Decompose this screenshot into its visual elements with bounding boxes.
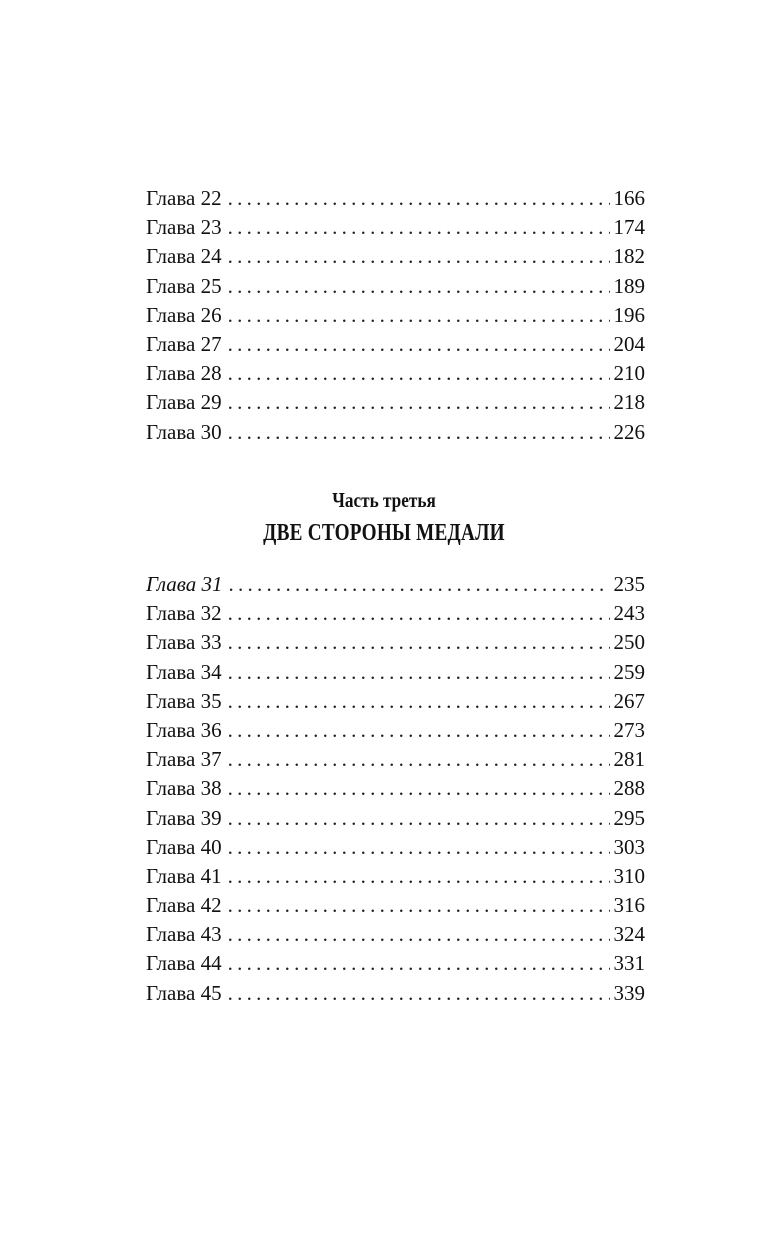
toc-leader-dots xyxy=(228,599,610,628)
toc-entry-page-number: 281 xyxy=(613,747,645,772)
toc-entry-title: Глава 31 xyxy=(146,572,223,596)
toc-entry-title: Глава 23 xyxy=(146,215,222,240)
toc-entry[interactable] xyxy=(146,774,645,803)
toc-entry[interactable] xyxy=(146,687,645,716)
toc-entry-title: Глава 30 xyxy=(146,419,222,444)
toc-entry-page-number: 324 xyxy=(613,922,645,947)
toc-leader-dots xyxy=(228,658,610,687)
toc-entry-title: Глава 42 xyxy=(146,893,222,918)
toc-entry[interactable] xyxy=(146,862,645,891)
toc-entry-page-number: 235 xyxy=(613,572,645,596)
toc-leader-dots xyxy=(228,687,610,716)
toc-entry-title: Глава 41 xyxy=(146,863,222,888)
toc-entry-page-number: 331 xyxy=(613,951,645,976)
toc-leader-dots xyxy=(228,804,610,833)
toc-entry[interactable] xyxy=(146,833,645,862)
toc-leader-dots xyxy=(228,272,610,301)
toc-entry-page-number: 182 xyxy=(613,244,645,269)
toc-entry-title: Глава 33 xyxy=(146,630,222,655)
toc-leader-dots xyxy=(228,628,610,657)
toc-leader-dots xyxy=(228,716,610,745)
toc-entry-page-number: 196 xyxy=(613,302,645,327)
toc-entry-page-number: 259 xyxy=(613,659,645,684)
toc-entry-page-number: 250 xyxy=(613,630,645,655)
toc-entry-title: Глава 35 xyxy=(146,688,222,713)
toc-entry-page-number: 288 xyxy=(613,776,645,801)
toc-entry-page-number: 339 xyxy=(613,980,645,1005)
toc-entry-page-number: 204 xyxy=(613,331,645,356)
toc-leader-dots xyxy=(228,833,610,862)
toc-entry-page-number: 166 xyxy=(613,186,645,210)
toc-entry[interactable] xyxy=(146,213,645,242)
toc-leader-dots xyxy=(228,388,610,417)
toc-entry-title: Глава 45 xyxy=(146,980,222,1005)
toc-leader-dots xyxy=(228,330,610,359)
toc-entry[interactable] xyxy=(146,418,645,447)
toc-entry-title: Глава 29 xyxy=(146,390,222,415)
toc-entry[interactable] xyxy=(146,330,645,359)
toc-entry[interactable] xyxy=(146,184,645,213)
toc-leader-dots xyxy=(228,301,610,330)
toc-leader-dots xyxy=(228,418,610,447)
toc-entry-title: Глава 25 xyxy=(146,273,222,298)
toc-entry-page-number: 273 xyxy=(613,717,645,742)
toc-entry-page-number: 310 xyxy=(613,863,645,888)
toc-entry-page-number: 226 xyxy=(613,419,645,444)
toc-entry[interactable] xyxy=(146,949,645,978)
toc-entry[interactable] xyxy=(146,920,645,949)
toc-leader-dots xyxy=(228,242,610,271)
toc-entry-title: Глава 44 xyxy=(146,951,222,976)
toc-entry[interactable] xyxy=(146,570,645,599)
toc-leader-dots xyxy=(228,745,610,774)
toc-entry-title: Глава 32 xyxy=(146,601,222,626)
toc-entry[interactable] xyxy=(146,272,645,301)
toc-leader-dots xyxy=(228,920,610,949)
toc-entry-page-number: 295 xyxy=(613,805,645,830)
toc-entry-title: Глава 34 xyxy=(146,659,222,684)
toc-leader-dots xyxy=(228,359,610,388)
toc-entry-title: Глава 28 xyxy=(146,361,222,386)
toc-entry-title: Глава 40 xyxy=(146,834,222,859)
toc-entry-page-number: 210 xyxy=(613,361,645,386)
toc-entry[interactable] xyxy=(146,599,645,628)
toc-entry[interactable] xyxy=(146,891,645,920)
toc-entry-title: Глава 22 xyxy=(146,186,222,210)
toc-entry[interactable] xyxy=(146,716,645,745)
toc-leader-dots xyxy=(228,949,610,978)
toc-entry-page-number: 218 xyxy=(613,390,645,415)
toc-entry-page-number: 189 xyxy=(613,273,645,298)
toc-leader-dots xyxy=(228,891,610,920)
toc-entry[interactable] xyxy=(146,388,645,417)
toc-entry-title: Глава 37 xyxy=(146,747,222,772)
toc-entry-page-number: 303 xyxy=(613,834,645,859)
toc-entry[interactable] xyxy=(146,359,645,388)
toc-entry[interactable] xyxy=(146,658,645,687)
part-title: ДВЕ СТОРОНЫ МЕДАЛИ xyxy=(263,520,505,546)
part-label: Часть третья xyxy=(332,488,436,512)
toc-leader-dots xyxy=(228,862,610,891)
toc-entry[interactable] xyxy=(146,745,645,774)
toc-leader-dots xyxy=(228,570,609,599)
toc-entry-title: Глава 24 xyxy=(146,244,222,269)
toc-entry-title: Глава 27 xyxy=(146,331,222,356)
toc-entry-page-number: 267 xyxy=(613,688,645,713)
toc-entry-page-number: 243 xyxy=(613,601,645,626)
toc-leader-dots xyxy=(228,184,610,213)
toc-entry[interactable] xyxy=(146,301,645,330)
toc-entry[interactable] xyxy=(146,242,645,271)
toc-leader-dots xyxy=(228,979,610,1008)
toc-entry-page-number: 316 xyxy=(613,893,645,918)
toc-entry-title: Глава 38 xyxy=(146,776,222,801)
toc-leader-dots xyxy=(228,213,610,242)
toc-entry[interactable] xyxy=(146,628,645,657)
toc-entry-title: Глава 36 xyxy=(146,717,222,742)
toc-entry-title: Глава 39 xyxy=(146,805,222,830)
toc-entry-title: Глава 26 xyxy=(146,302,222,327)
toc-entry-title: Глава 43 xyxy=(146,922,222,947)
toc-entry-page-number: 174 xyxy=(613,215,645,240)
toc-list-part-two xyxy=(146,184,645,447)
toc-leader-dots xyxy=(228,774,610,803)
toc-list-part-three xyxy=(146,570,645,1008)
toc-entry[interactable] xyxy=(146,979,645,1008)
toc-entry[interactable] xyxy=(146,804,645,833)
